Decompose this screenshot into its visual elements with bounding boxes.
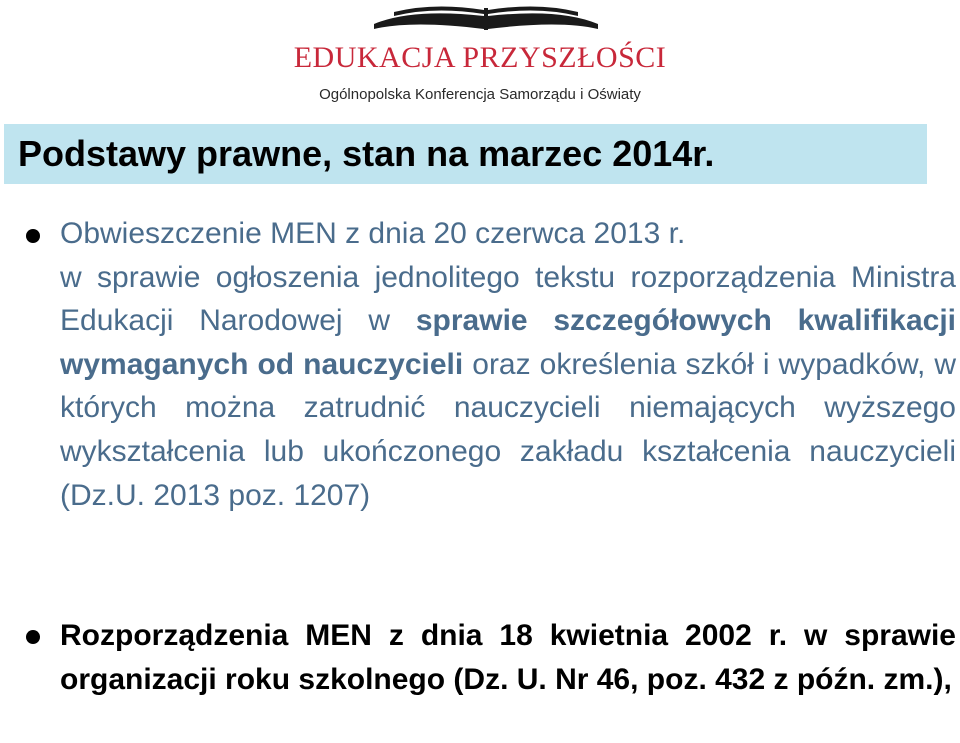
item-1-line1: Obwieszczenie MEN z dnia 20 czerwca 2013 r. xyxy=(60,217,686,250)
brand-name: EDUKACJA PRZYSZŁOŚCI xyxy=(293,41,667,74)
bullet-1 xyxy=(26,229,40,243)
brand-tagline: Ogólnopolska Konferencja Samorządu i Oświaty xyxy=(319,86,641,103)
item-1-bold: sprawie szczegółowych kwalifikacji wymaganych od nauczycieli xyxy=(60,304,956,381)
item-1-text-b: oraz określenia szkół i wypadków, w których można zatrudnić nauczycieli niemających wyższego wykształcenia lub ukończonego zakładu kształcenia nauczycieli (Dz.U. 2013 poz. 1207) xyxy=(60,347,956,512)
legal-basis-item-1 xyxy=(60,212,956,517)
open-book-icon xyxy=(372,2,600,32)
title-bar xyxy=(4,124,927,184)
conference-logo xyxy=(0,0,960,115)
bullet-2 xyxy=(26,630,40,644)
legal-basis-item-2: Rozporządzenia MEN z dnia 18 kwietnia 2002 r. w sprawie organizacji roku szkolnego (Dz. U. Nr 46, poz. 432 z późn. zm.), xyxy=(60,619,956,696)
item-1-text-a: w sprawie ogłoszenia jednolitego tekstu rozporządzenia Ministra Edukacji Narodowej w xyxy=(60,260,956,338)
slide-title: Podstawy prawne, stan na marzec 2014r. xyxy=(18,133,715,174)
